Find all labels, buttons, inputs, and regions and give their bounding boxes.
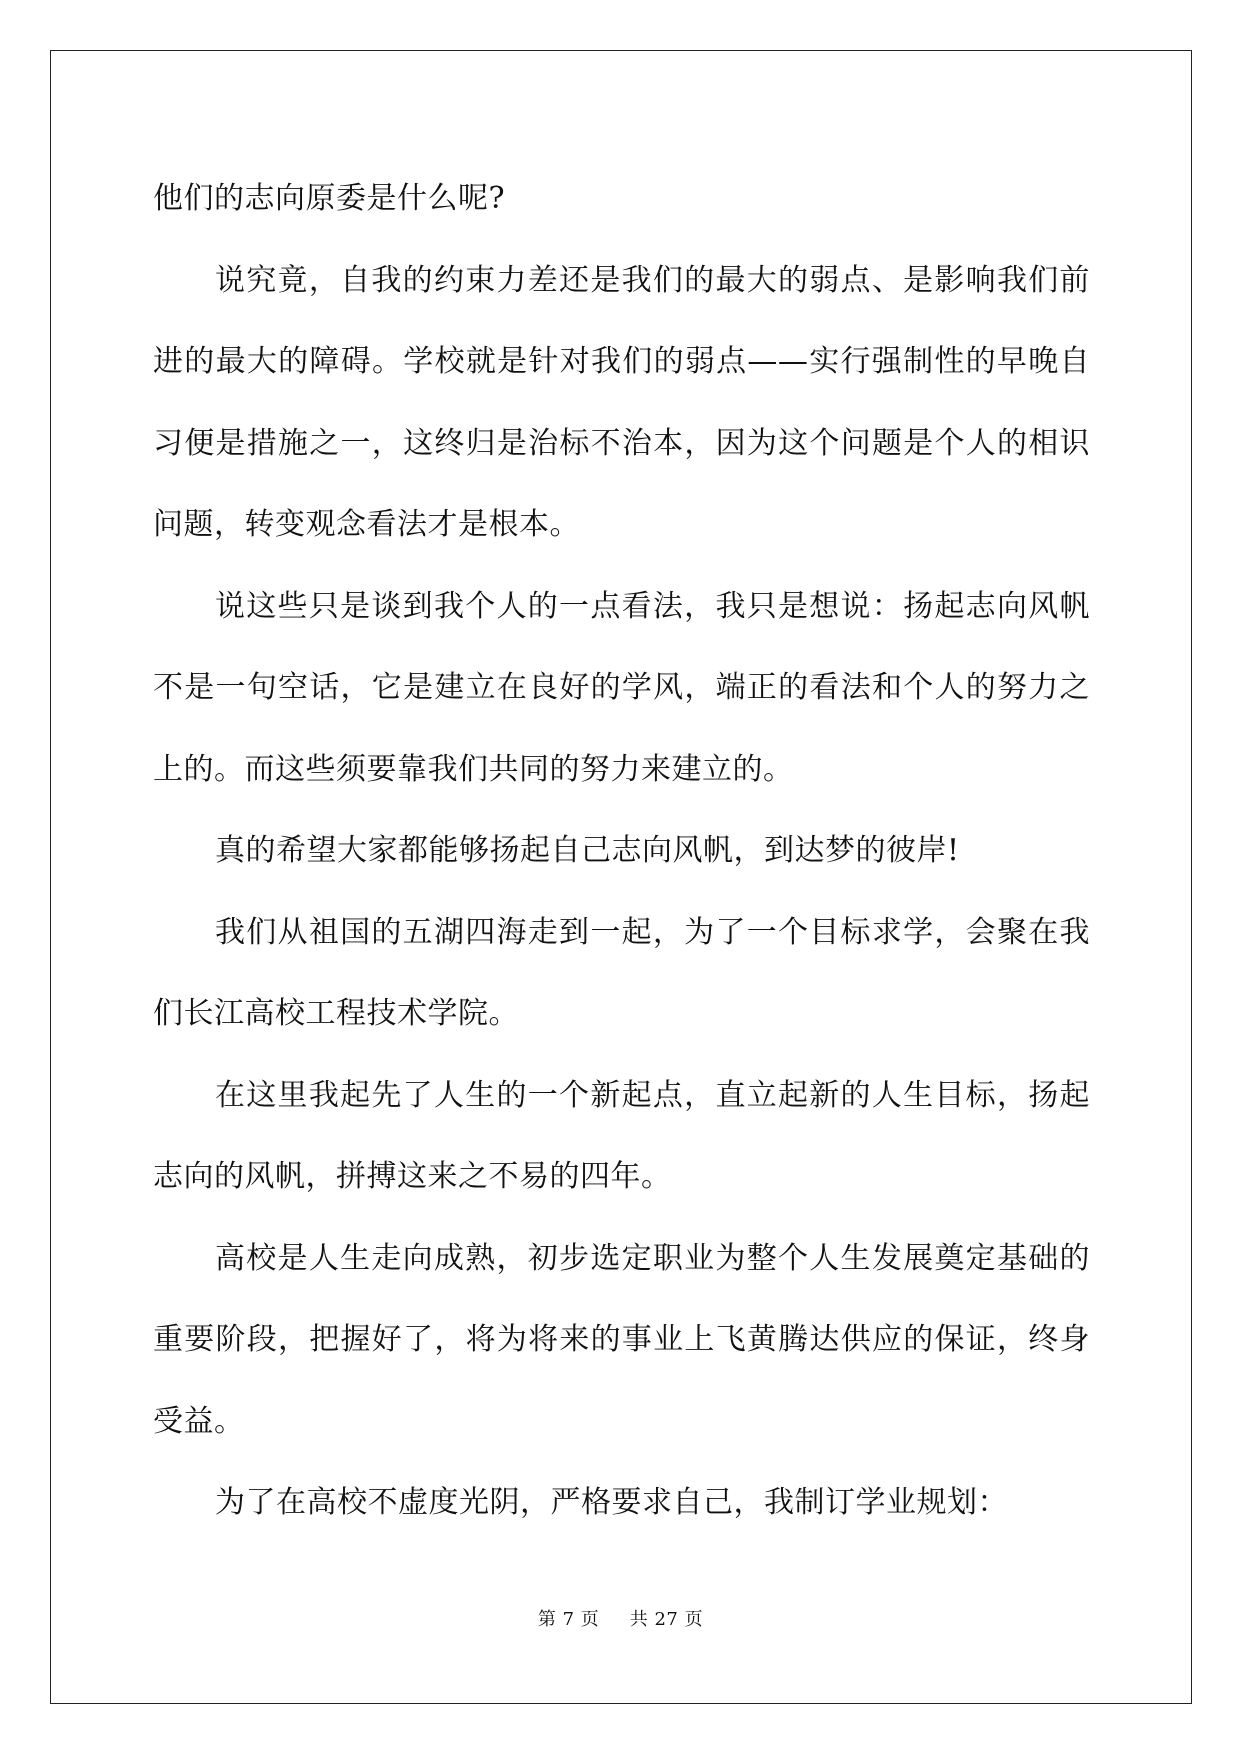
text-line: 重要阶段，把握好了，将为将来的事业上飞黄腾达供应的保证，终身 [153,1322,1090,1357]
text-line: 高校是人生走向成熟，初步选定职业为整个人生发展奠定基础的 [215,1240,1090,1276]
text-line: 不是一句空话，它是建立在良好的学风，端正的看法和个人的努力之 [153,670,1090,705]
paragraph [153,1055,1090,1218]
text-line: 在这里我起先了人生的一个新起点，直立起新的人生目标，扬起 [215,1077,1090,1113]
text-line: 志向的风帆，拼搏这来之不易的四年。 [153,1159,672,1194]
paragraph [153,240,1090,566]
text-line: 为了在高校不虚度光阴，严格要求自己，我制订学业规划： [215,1485,1008,1520]
text-line: 真的希望大家都能够扬起自己志向风帆，到达梦的彼岸! [215,833,960,868]
text-line: 受益。 [153,1403,245,1439]
text-line: 们长江高校工程技术学院。 [153,996,519,1031]
text-line: 说这些只是谈到我个人的一点看法，我只是想说：扬起志向风帆 [215,588,1090,624]
paragraph [153,810,1090,892]
paragraph [153,892,1090,1055]
page-footer [0,1605,1241,1631]
paragraph [153,566,1090,811]
paragraph [153,1462,1090,1544]
text-line: 他们的志向原委是什么呢? [153,181,506,216]
page-number: 第 7 页 [537,1609,600,1630]
text-line: 习便是措施之一，这终归是治标不治本，因为这个问题是个人的相识 [153,425,1090,461]
text-line: 问题，转变观念看法才是根本。 [153,507,580,542]
document-body [153,158,1090,1544]
paragraph [153,158,1090,240]
page-total: 共 27 页 [629,1609,704,1630]
text-line: 进的最大的障碍。学校就是针对我们的弱点——实行强制性的早晚自 [153,344,1090,379]
text-line: 上的。而这些须要靠我们共同的努力来建立的。 [153,751,794,787]
paragraph [153,1218,1090,1463]
text-line: 说究竟，自我的约束力差还是我们的最大的弱点、是影响我们前 [215,262,1090,298]
text-line: 我们从祖国的五湖四海走到一起，为了一个目标求学，会聚在我 [215,914,1090,950]
